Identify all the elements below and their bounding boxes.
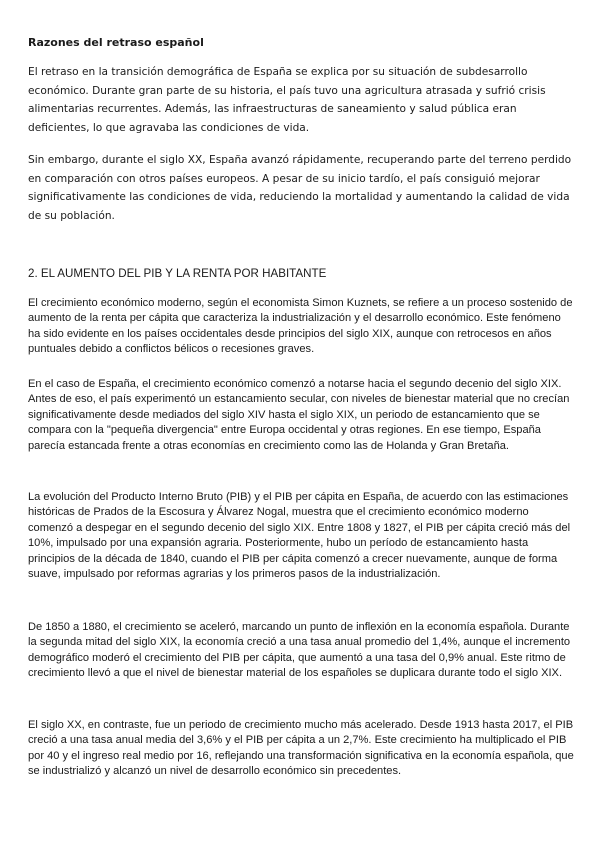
- paragraph: El siglo XX, en contraste, fue un periodo de crecimiento mucho más acelerado. Desde 1913 hasta 2017, el PIB creció a una tasa anual media del 3,6% y el PIB per cápita a un 2,7%. Este crecimiento ha multiplicado el PIB por 40 y el ingreso real medio por 16, reflejando una transformación significativa en la economía española, que se industrializó y alcanzó un nivel de desarrollo económico sin precedentes.: [28, 719, 574, 778]
- paragraph: El crecimiento económico moderno, según el economista Simon Kuznets, se refiere a un proceso sostenido de aumento de la renta per cápita que caracteriza la industrialización y el desarrollo económico. Este fenómeno ha sido evidente en los países occidentales desde principios del siglo XIX, aunque con retrocesos en años puntuales debido a conflictos bélicos o recesiones graves.: [28, 297, 573, 356]
- section-title: Razones del retraso español: [28, 36, 204, 49]
- paragraph: De 1850 a 1880, el crecimiento se aceleró, marcando un punto de inflexión en la economía española. Durante la segunda mitad del siglo XIX, la economía creció a una tasa anual promedio del 1,4%, aunque el incremento demográfico moderó el crecimiento del PIB per cápita, que aumentó a una tasa del 0,9% anual. Este ritmo de crecimiento llevó a que el nivel de bienestar material de los españoles se duplicara durante todo el siglo XIX.: [28, 621, 571, 680]
- section-heading: 2. EL AUMENTO DEL PIB Y LA RENTA POR HABITANTE: [28, 267, 327, 280]
- paragraph: Sin embargo, durante el siglo XX, España avanzó rápidamente, recuperando parte del terreno perdido en comparación con otros países europeos. A pesar de su inicio tardío, el país consiguió mejorar significativamente las condiciones de vida, reduciendo la mortalidad y aumentando la calidad de vida de su población.: [28, 154, 572, 222]
- paragraph: En el caso de España, el crecimiento económico comenzó a notarse hacia el segundo decenio del siglo XIX. Antes de eso, el país experimentó un estancamiento secular, con niveles de bienestar material que no crecían significativamente desde mediados del siglo XIV hasta el siglo XIX, un periodo de estancamiento que se compara con la "pequeña divergencia" entre Europa occidental y otras regiones. En ese tiempo, España parecía estancada frente a otras economías en crecimiento como las de Holanda y Gran Bretaña.: [28, 378, 570, 452]
- paragraph: El retraso en la transición demográfica de España se explica por su situación de subdesarrollo económico. Durante gran parte de su historia, el país tuvo una agricultura atrasada y sufrió crisis alimentarias recurrentes. Además, las infraestructuras de saneamiento y salud pública eran deficientes, lo que agravaba las condiciones de vida.: [28, 66, 546, 134]
- paragraph: La evolución del Producto Interno Bruto (PIB) y el PIB per cápita en España, de acuerdo con las estimaciones históricas de Prados de la Escosura y Álvarez Nogal, muestra que el crecimiento económico moderno comenzó a despegar en el segundo decenio del siglo XIX. Entre 1808 y 1827, el PIB per cápita creció más del 10%, impulsado por una expansión agraria. Posteriormente, hubo un período de estancamiento hasta principios de la década de 1840, cuando el PIB per cápita comenzó a crecer nuevamente, aunque de forma suave, impulsado por reformas agrarias y los primeros pasos de la industrialización.: [28, 491, 571, 581]
